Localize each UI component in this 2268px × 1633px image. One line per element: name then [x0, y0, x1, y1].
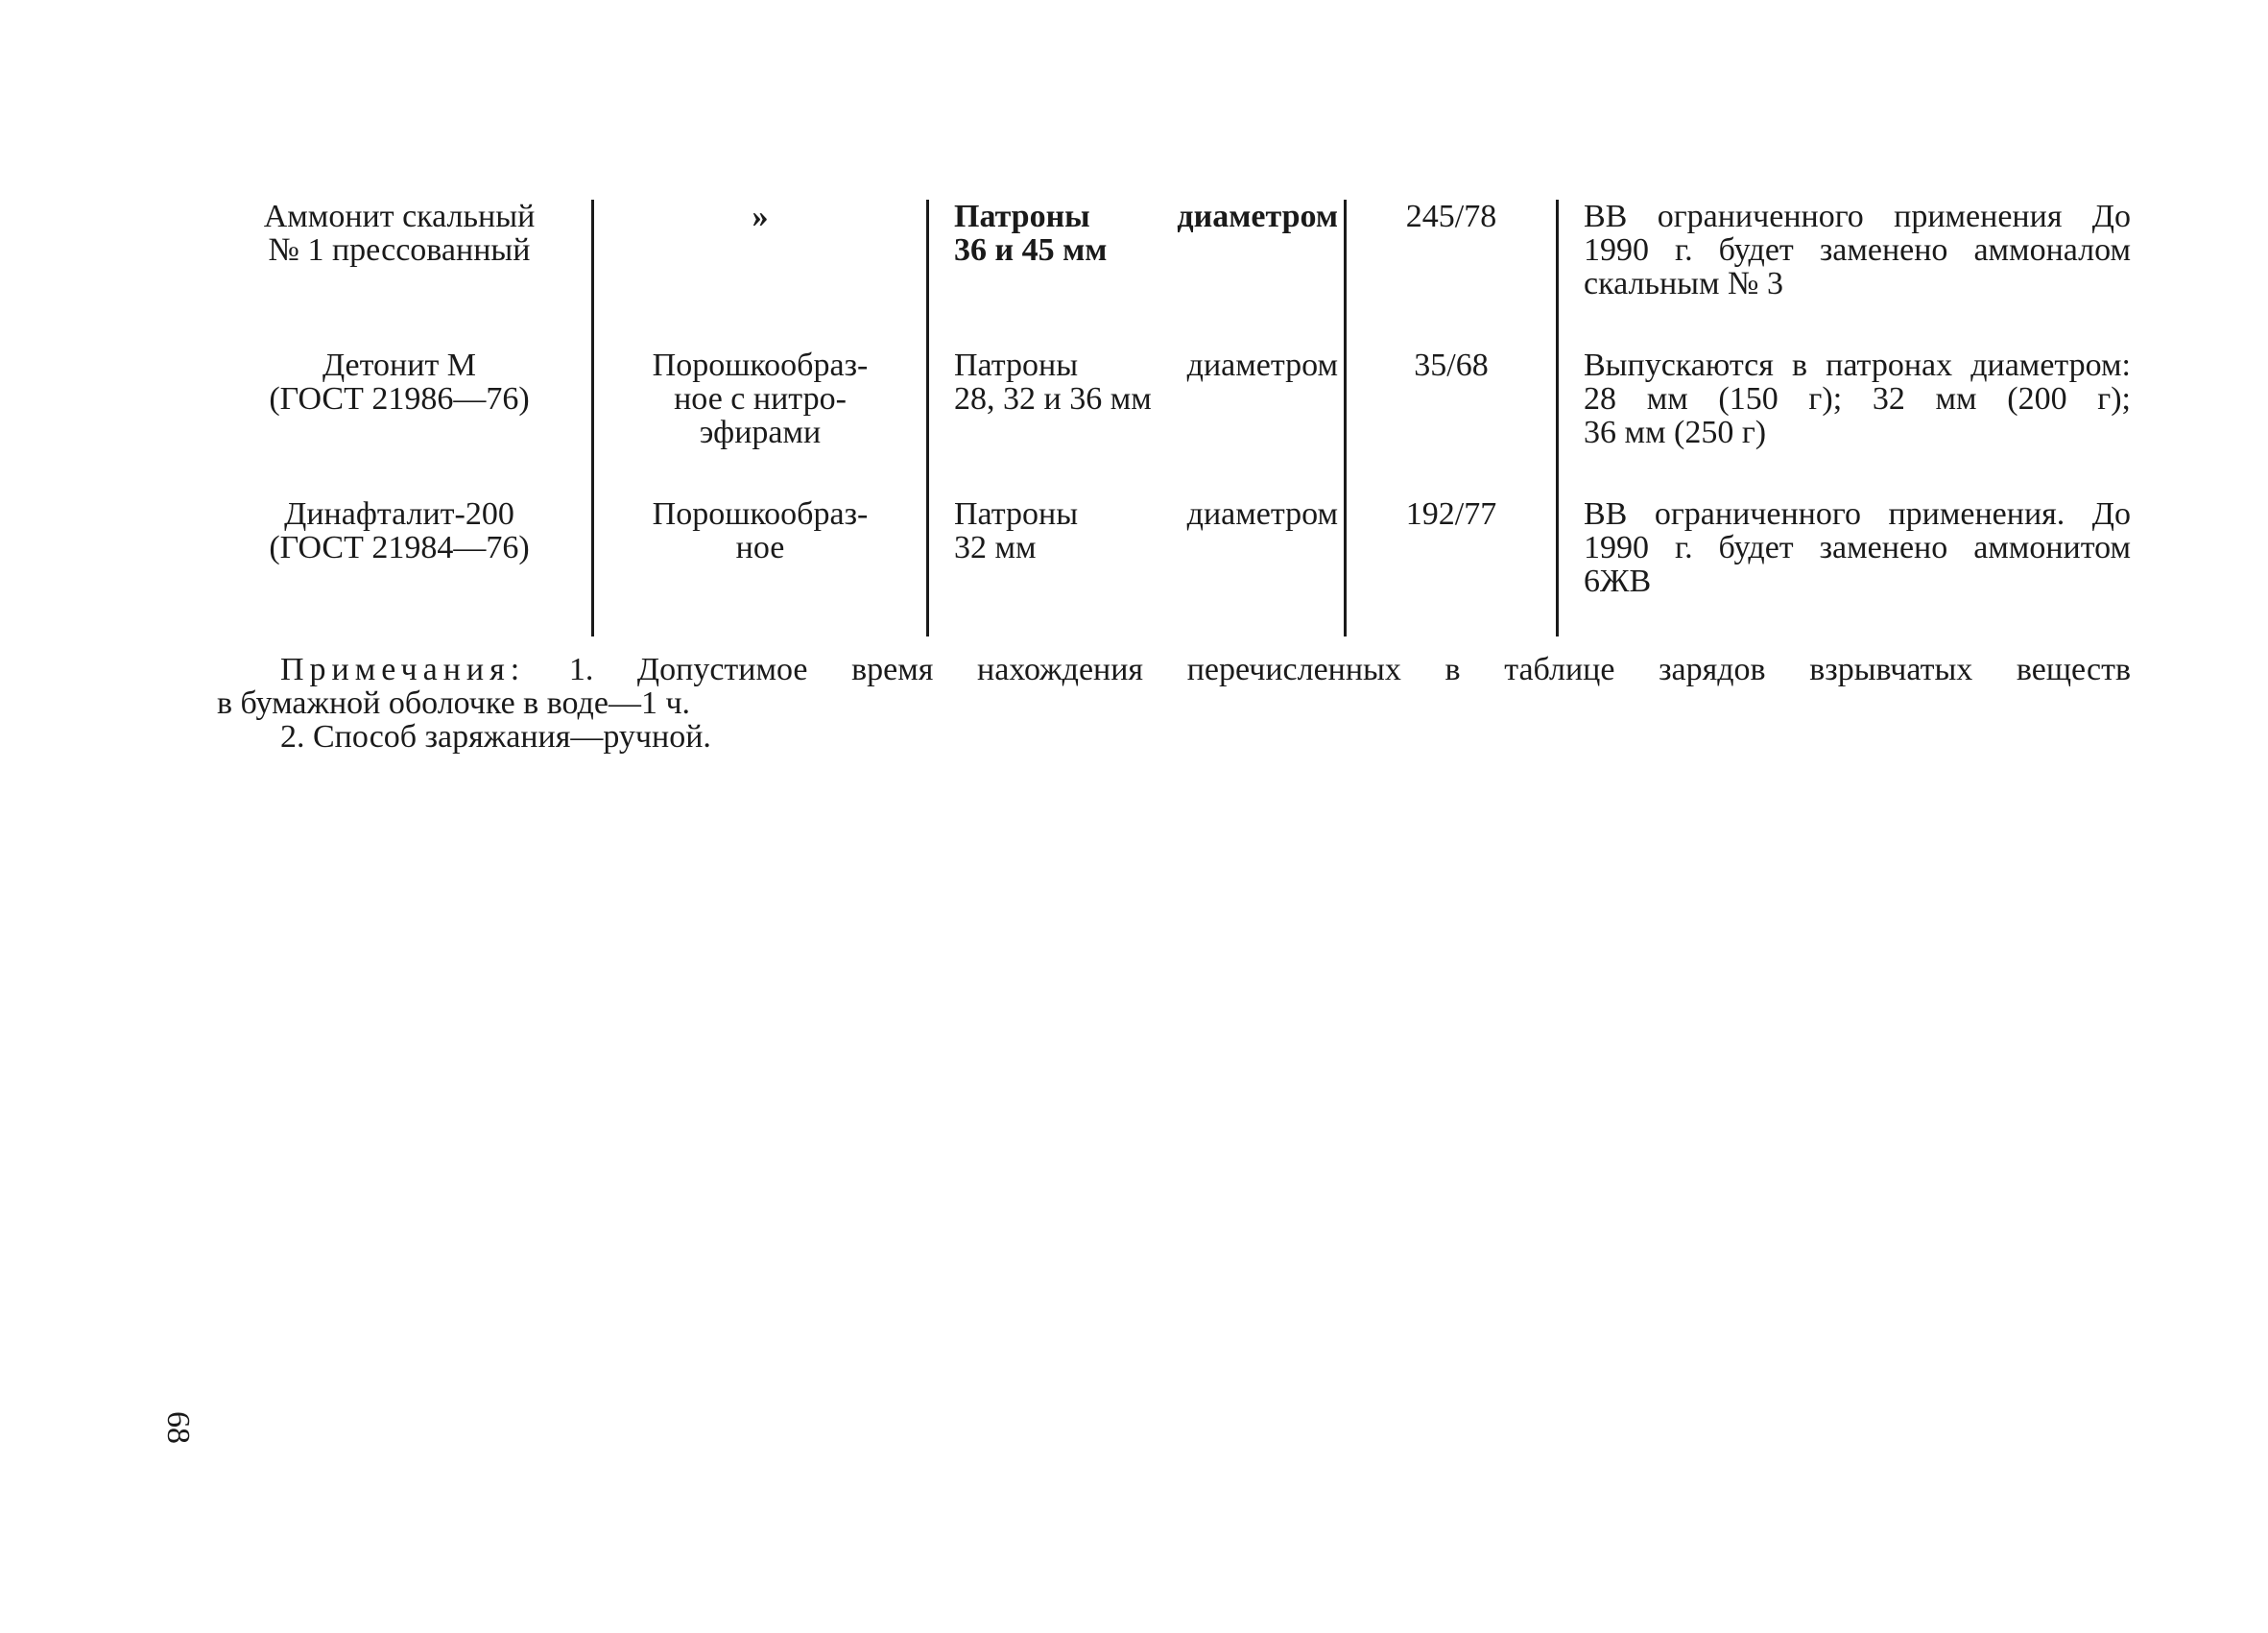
type-line: эфирами: [699, 415, 822, 450]
form-line: 36 и 45 мм: [954, 232, 1108, 268]
note-line: ВВ ограниченного применения. До: [1584, 496, 2131, 532]
value-text: 245/78: [1405, 199, 1497, 234]
note-item-1: [217, 653, 2131, 686]
composition-cell: [593, 200, 928, 348]
form-line: 32 мм: [954, 530, 1037, 565]
charge-form-cell: [928, 200, 1346, 348]
table-row: [221, 200, 2131, 348]
type-line: ное с нитро-: [674, 381, 847, 417]
note-line: 6ЖВ: [1584, 564, 1652, 599]
ditto-mark: »: [752, 199, 769, 234]
note-cell: [1558, 200, 2132, 348]
explosive-name-cell: [221, 497, 593, 636]
value-cell: [1346, 348, 1558, 497]
table-row: [221, 348, 2131, 497]
value-cell: [1346, 497, 1558, 636]
charge-form-cell: [928, 497, 1346, 636]
note-cell: [1558, 348, 2132, 497]
name-line: Детонит М: [322, 348, 477, 383]
notes-label: Примечания:: [280, 652, 526, 687]
name-line: Аммонит скальный: [263, 199, 536, 234]
name-line: Динафталит-200: [284, 496, 514, 532]
note-item-1-text: 1. Допустимое время нахождения перечисленных в таблице зарядов взрывчатых веществ: [568, 652, 2131, 687]
form-line: 28, 32 и 36 мм: [954, 381, 1152, 417]
type-line: Порошкообраз-: [652, 496, 869, 532]
table-row: [221, 497, 2131, 636]
explosive-name-cell: [221, 348, 593, 497]
table-notes: [217, 653, 2131, 754]
note-line: 1990 г. будет заменено аммоналом: [1584, 232, 2131, 268]
type-line: ное: [735, 530, 785, 565]
form-line: Патроны диаметром: [954, 496, 1338, 532]
page-number: 68: [160, 1411, 196, 1444]
composition-cell: [593, 348, 928, 497]
note-line: скальным № 3: [1584, 266, 1783, 301]
name-line: № 1 прессованный: [268, 232, 531, 268]
note-item-1-continuation: в бумажной оболочке в воде—1 ч.: [217, 685, 691, 721]
note-line: 28 мм (150 г); 32 мм (200 г);: [1584, 381, 2131, 417]
form-line: Патроны диаметром: [954, 199, 1338, 234]
value-text: 192/77: [1405, 496, 1497, 532]
note-line: 1990 г. будет заменено аммонитом: [1584, 530, 2131, 565]
type-line: Порошкообраз-: [652, 348, 869, 383]
value-cell: [1346, 200, 1558, 348]
note-cell: [1558, 497, 2132, 636]
form-line: Патроны диаметром: [954, 348, 1338, 383]
note-line: Выпускаются в патронах диаметром:: [1584, 348, 2131, 383]
note-line: 36 мм (250 г): [1584, 415, 1767, 450]
value-text: 35/68: [1414, 348, 1489, 383]
explosive-name-cell: [221, 200, 593, 348]
name-line: (ГОСТ 21984—76): [269, 530, 530, 565]
composition-cell: [593, 497, 928, 636]
charge-form-cell: [928, 348, 1346, 497]
name-line: (ГОСТ 21986—76): [269, 381, 530, 417]
explosives-table: [221, 200, 2131, 636]
note-line: ВВ ограниченного применения До: [1584, 199, 2131, 234]
note-item-2: 2. Способ заряжания—ручной.: [280, 719, 711, 755]
